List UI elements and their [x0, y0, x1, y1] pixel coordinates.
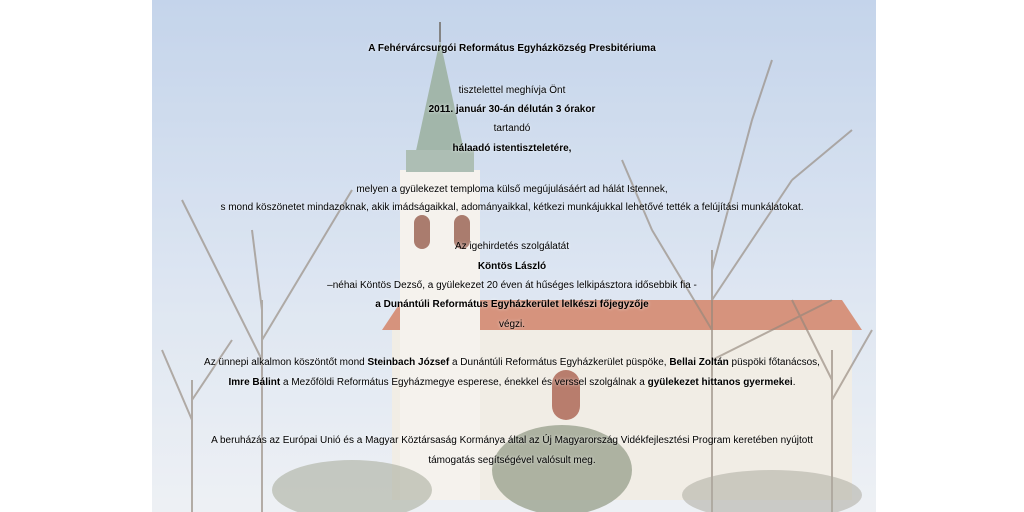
event-date: 2011. január 30-án délután 3 órakor: [428, 104, 596, 115]
preaching-intro: Az igehirdetés szolgálatát: [455, 241, 569, 252]
greetings-line-2: [0, 374, 1024, 392]
service-name: hálaadó istentiszteletére,: [452, 143, 572, 154]
greetings-line-1: [0, 354, 1024, 372]
vegzi-line: végzi.: [498, 319, 526, 330]
preacher-role: a Dunántúli Református Egyházkerület lelkészi főjegyzője: [375, 299, 649, 310]
greetings-text: Az ünnepi alkalmon köszöntőt mond: [204, 357, 368, 368]
preacher-name: Köntös László: [477, 261, 547, 272]
greetings-text: .: [792, 377, 796, 388]
greetings-text: a Mezőföldi Református Egyházmegye esperese, énekkel és verssel szolgálnak a: [280, 377, 648, 388]
greeter-name: Imre Bálint: [228, 377, 281, 388]
greeter-name: Steinbach József: [367, 357, 450, 368]
funding-line-1: A beruházás az Európai Unió és a Magyar Köztársaság Kormánya által az Új Magyarország Vidékfejlesztési Program keretében nyújtott: [211, 435, 813, 446]
funding-line-2: támogatás segítségével valósult meg.: [428, 455, 596, 466]
performers: gyülekezet hittanos gyermekei: [647, 377, 793, 388]
preacher-description: –néhai Köntös Dezső, a gyülekezet 20 éven át hűséges lelkipásztora idősebbik fia -: [327, 280, 697, 291]
purpose-line-2: s mond köszönetet mindazoknak, akik imádságaikkal, adományaikkal, kétkezi munkájukkal lehetővé tették a felújítási munkálatokat.: [220, 202, 804, 213]
invitation-title: A Fehérvárcsurgói Református Egyházközség Presbitériuma: [368, 43, 656, 54]
tartando-line: tartandó: [493, 123, 531, 134]
greeting-line: tisztelettel meghívja Önt: [458, 85, 566, 96]
greeter-name: Bellai Zoltán: [669, 357, 729, 368]
greetings-text: a Dunántúli Református Egyházkerület püspöke,: [449, 357, 670, 368]
greetings-text: püspöki főtanácsos,: [728, 357, 820, 368]
purpose-line-1: melyen a gyülekezet temploma külső megújulásáért ad hálát Istennek,: [356, 184, 668, 195]
